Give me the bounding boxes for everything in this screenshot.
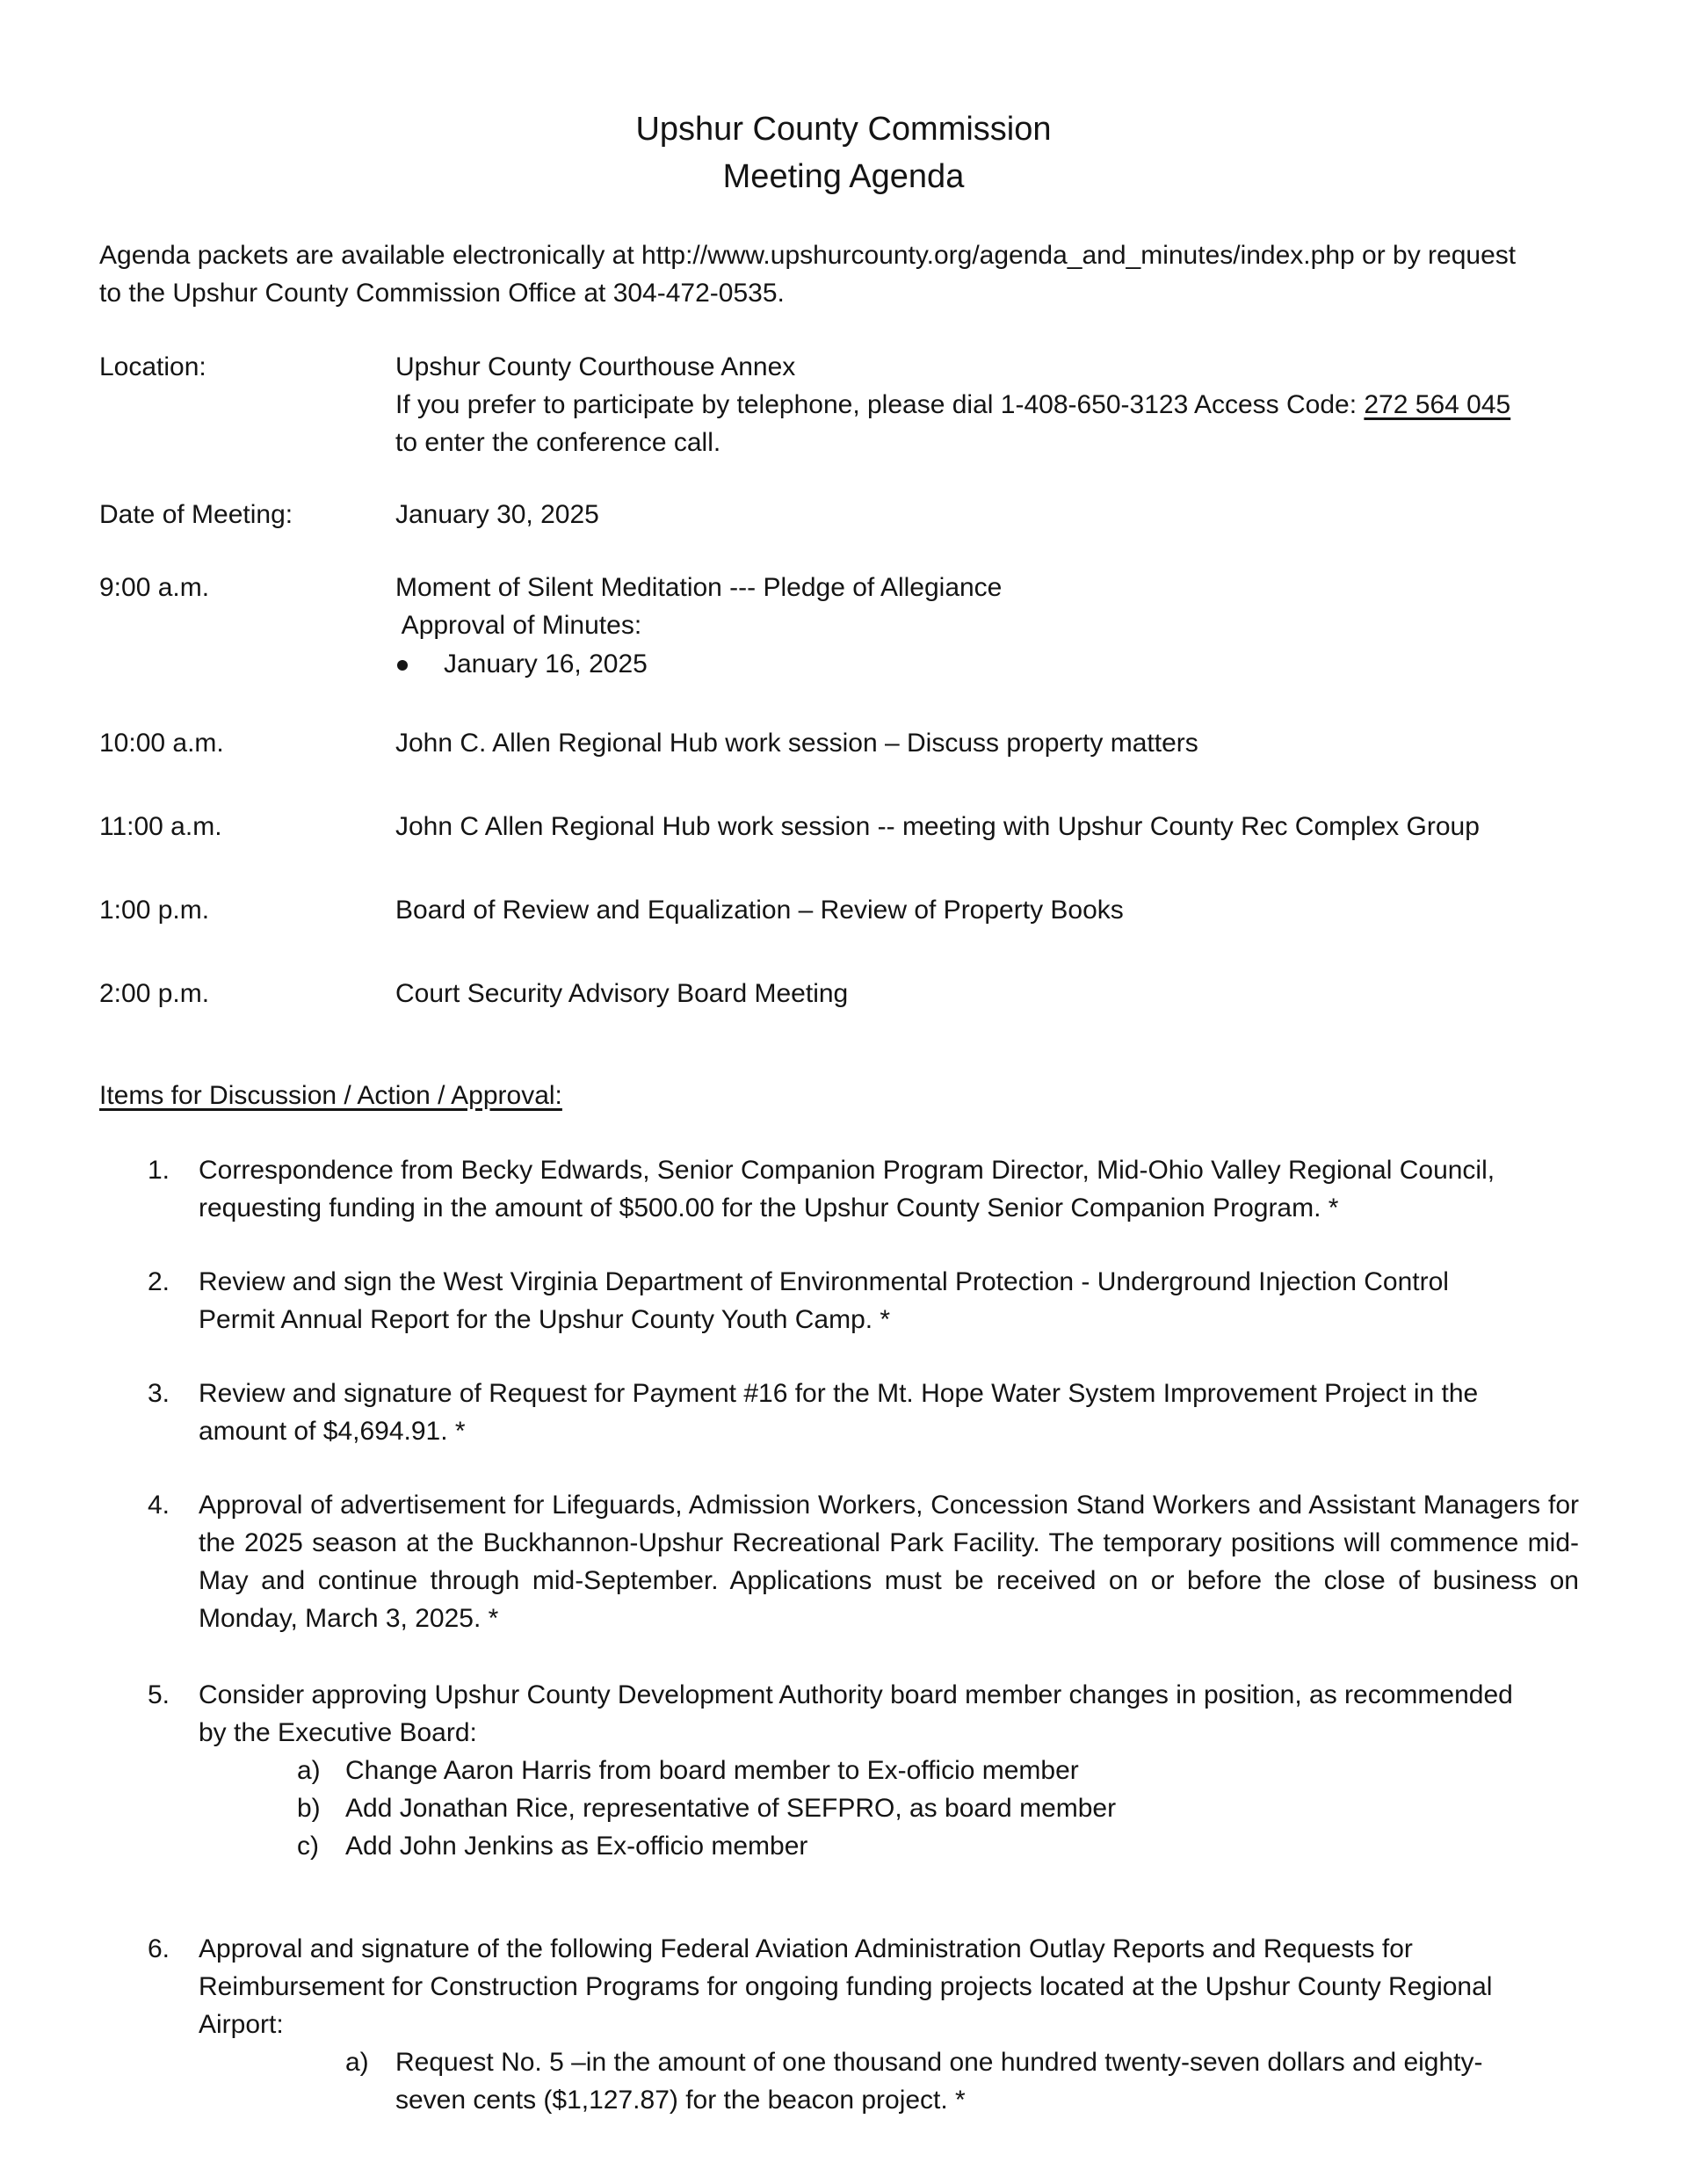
subitem-letter: a) xyxy=(297,1756,321,1785)
item-text-line: Airport: xyxy=(199,2010,284,2039)
schedule-item-text: Court Security Advisory Board Meeting xyxy=(395,979,849,1008)
item-text-line: Correspondence from Becky Edwards, Senior Companion Program Director, Mid-Ohio Valley Regional Council, xyxy=(199,1156,1495,1185)
subitem-text: seven cents ($1,127.87) for the beacon project. * xyxy=(395,2086,966,2115)
item-text-line: requesting funding in the amount of $500.00 for the Upshur County Senior Companion Program. * xyxy=(199,1194,1339,1223)
schedule-item-text: John C. Allen Regional Hub work session – Discuss property matters xyxy=(395,729,1198,758)
location-label: Location: xyxy=(99,352,206,381)
schedule-item-text: Moment of Silent Meditation --- Pledge of Allegiance xyxy=(395,573,1003,602)
schedule-item-text: Approval of Minutes: xyxy=(395,611,642,640)
item-paragraph: Approval of advertisement for Lifeguards, Admission Workers, Concession Stand Workers and Assistant Managers for the 2025 season at the Buckhannon-Upshur Recreational Park Facility. The temporary positions will commence mid-May and continue through mid-September. Applications must be received on or before the close of business on Monday, March 3, 2025. * xyxy=(199,1491,1579,1633)
location-venue: Upshur County Courthouse Annex xyxy=(395,352,796,381)
item-text-line: Consider approving Upshur County Development Authority board member changes in position, as recommended xyxy=(199,1680,1513,1709)
schedule-time: 2:00 p.m. xyxy=(99,979,210,1008)
subitem-text: Change Aaron Harris from board member to Ex-officio member xyxy=(345,1756,1079,1785)
subitem-letter: c) xyxy=(297,1832,319,1861)
date-label: Date of Meeting: xyxy=(99,500,293,529)
schedule-item-text: Board of Review and Equalization – Review of Property Books xyxy=(395,896,1124,925)
item-text-line: Approval and signature of the following Federal Aviation Administration Outlay Reports and Requests for xyxy=(199,1934,1413,1963)
intro-line-1: Agenda packets are available electronically at http://www.upshurcounty.org/agenda_and_minutes/index.php or by request xyxy=(99,241,1517,270)
subitem-letter: b) xyxy=(297,1794,321,1823)
item-text-line: Review and signature of Request for Payment #16 for the Mt. Hope Water System Improvement Project in the xyxy=(199,1379,1479,1408)
item-number: 4. xyxy=(148,1491,170,1520)
bullet-icon xyxy=(397,660,408,671)
subitem-text: Request No. 5 –in the amount of one thousand one hundred twenty-seven dollars and eighty- xyxy=(395,2048,1483,2077)
subitem-letter: a) xyxy=(345,2048,369,2077)
item-number: 6. xyxy=(148,1934,170,1963)
item-text-line: Review and sign the West Virginia Department of Environmental Protection - Underground Injection Control xyxy=(199,1267,1449,1296)
items-heading: Items for Discussion / Action / Approval: xyxy=(99,1081,562,1110)
item-number: 2. xyxy=(148,1267,170,1296)
schedule-time: 1:00 p.m. xyxy=(99,896,210,925)
page-title: Upshur County Commission xyxy=(635,111,1052,148)
item-text-line: amount of $4,694.91. * xyxy=(199,1417,466,1446)
location-conference-line: to enter the conference call. xyxy=(395,428,721,457)
access-code: 272 564 045 xyxy=(1364,390,1511,419)
item-text-line: Reimbursement for Construction Programs for ongoing funding projects located at the Upshur County Regional xyxy=(199,1972,1493,2001)
item-number: 5. xyxy=(148,1680,170,1709)
date-value: January 30, 2025 xyxy=(395,500,599,529)
subitem-text: Add Jonathan Rice, representative of SEFPRO, as board member xyxy=(345,1794,1117,1823)
item-text-line: by the Executive Board: xyxy=(199,1718,477,1747)
page-subtitle: Meeting Agenda xyxy=(722,158,965,195)
item-text-line: Permit Annual Report for the Upshur County Youth Camp. * xyxy=(199,1305,891,1334)
item-number: 1. xyxy=(148,1156,170,1185)
schedule-time: 11:00 a.m. xyxy=(99,812,222,841)
schedule-time: 10:00 a.m. xyxy=(99,729,224,758)
schedule-item-text: John C Allen Regional Hub work session -- meeting with Upshur County Rec Complex Group xyxy=(395,812,1480,841)
subitem-text: Add John Jenkins as Ex-officio member xyxy=(345,1832,808,1861)
minutes-date: January 16, 2025 xyxy=(444,649,648,678)
location-phone-line xyxy=(395,386,1510,424)
phone-instructions: If you prefer to participate by telephone, please dial 1-408-650-3123 Access Code: xyxy=(395,390,1365,419)
item-number: 3. xyxy=(148,1379,170,1408)
intro-line-2: to the Upshur County Commission Office at 304-472-0535. xyxy=(99,279,785,308)
schedule-time: 9:00 a.m. xyxy=(99,573,210,602)
